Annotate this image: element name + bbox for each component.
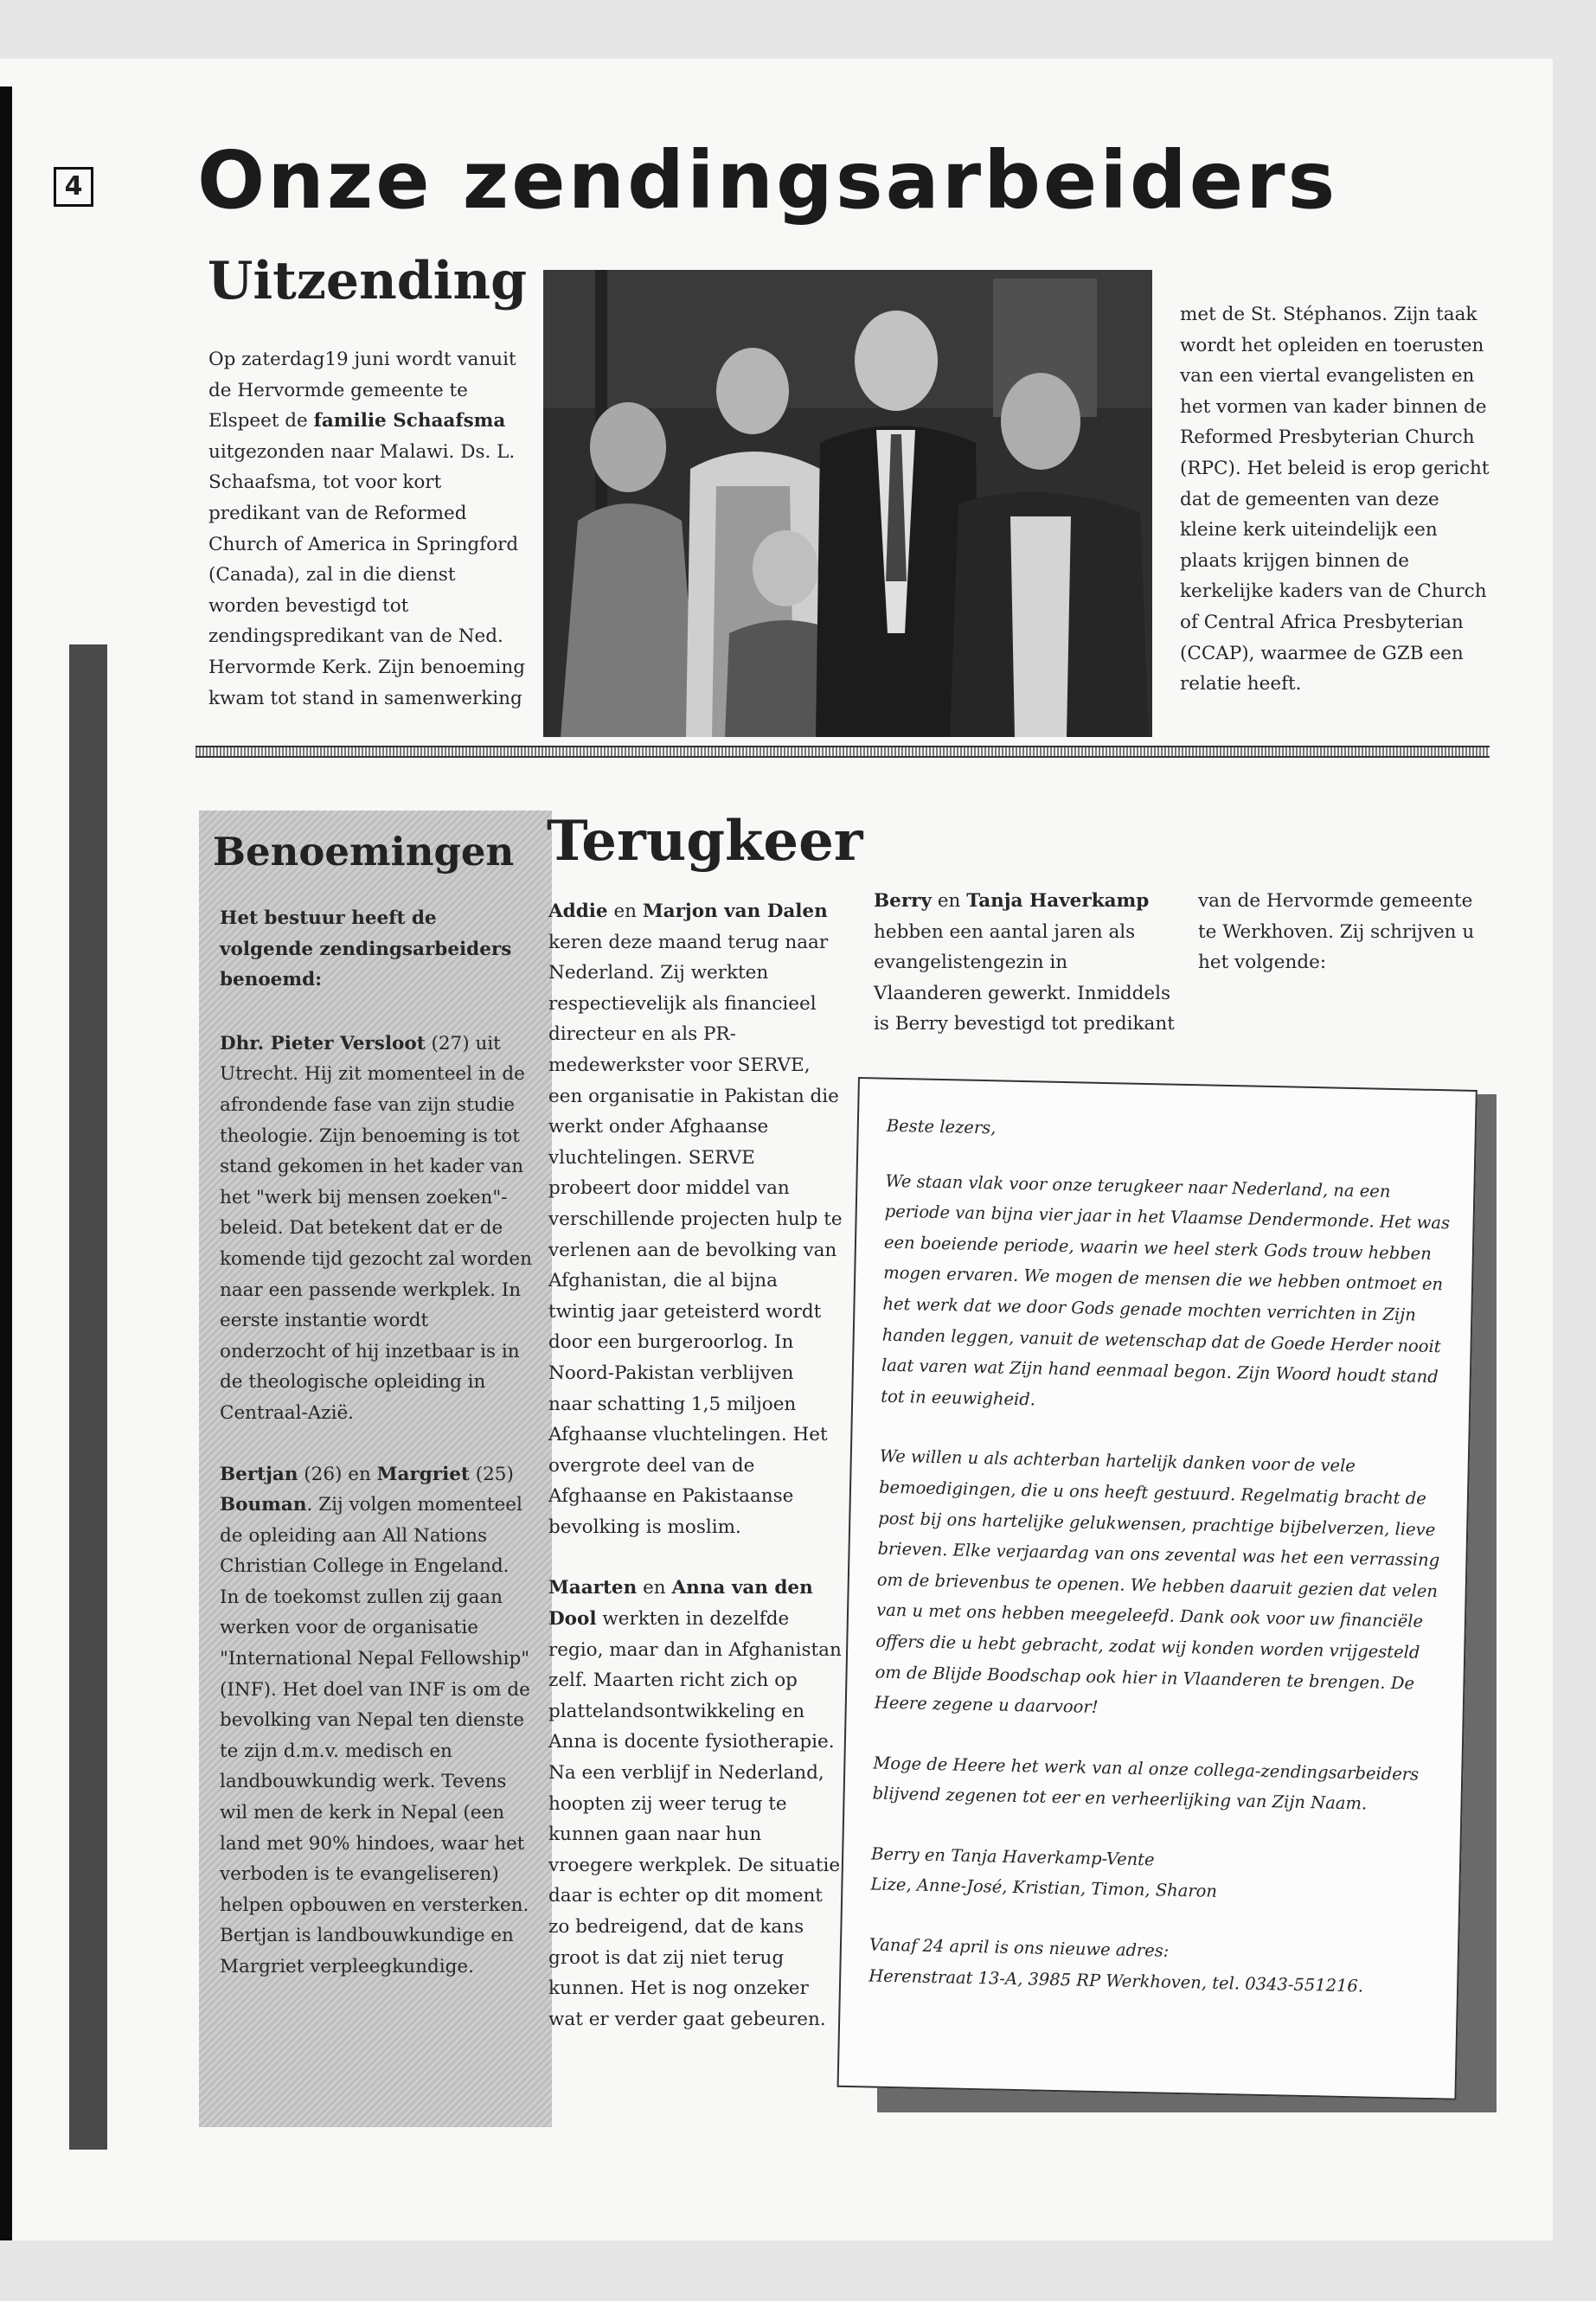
name-addie: Addie xyxy=(548,901,608,922)
name-marjon-van-dalen: Marjon van Dalen xyxy=(642,901,828,922)
terugkeer-connector-1: en xyxy=(607,901,643,922)
uitzending-family-name: familie Schaafsma xyxy=(313,410,506,433)
section-divider xyxy=(195,746,1490,758)
page-title: Onze zendingsarbeiders xyxy=(197,134,1338,227)
letter-paragraph-2: We willen u als achterban hartelijk danken voor de vele bemoedigingen, die u ons heeft gestuurd. Regelmatig bracht de post bij ons hartelijke gelukwensen, prachtige bijbelverzen, lieve brieven. Elke verjaardag van ons zevental was het een verrassing om de brievenbus te openen. We hebben daaruit gezien dat velen van u met ons hebben meegeleefd. Dank ook voor uw financiële offers die u hebt gebracht, zodat wij konden worden vrijgesteld om de Blijde Boodschap ook hier in Vlaanderen te brengen. De Heere zegene u daarvoor! xyxy=(874,1445,1440,1718)
uitzending-column-right xyxy=(1180,299,1498,730)
letter-paragraph-1: We staan vlak voor onze terugkeer naar Nederland, na een periode van bijna vier jaar in het Vlaamse Dendermonde. Het was een boeiende periode, waarin we heel sterk Gods trouw hebben mogen ervaren. We mogen de mensen die we hebben ontmoet en het werk dat we door Gods genade mochten verrichten in Zijn handen leggen, vanuit de wetenschap dat de Goede Herder nooit laat varen wat Zijn hand eenmaal begon. Zijn Woord houdt stand tot in eeuwigheid. xyxy=(881,1170,1451,1410)
uitzending-continued: met de St. Stéphanos. Zijn taak wordt het opleiden en toerusten van een viertal evangelisten en het vormen van kader binnen de Reformed Presbyterian Church (RPC). Het beleid is erop gericht dat de gemeenten van deze kleine kerk uiteindelijk een plaats krijgen binnen de kerkelijke kaders van de Church of Central Africa Presbyterian (CCAP), waarmee de GZB een relatie heeft. xyxy=(1180,304,1490,695)
benoemingen-connector: (26) en xyxy=(298,1463,377,1485)
letter-card xyxy=(837,1077,1477,2100)
page-number: 4 xyxy=(54,167,93,207)
benoemingen-intro: Het bestuur heeft de volgende zendingsarbeiders benoemd: xyxy=(220,907,512,991)
letter-signature-children: Lize, Anne-José, Kristian, Timon, Sharon xyxy=(870,1874,1218,1902)
terugkeer-werkhoven-text: van de Hervormde gemeente te Werkhoven. Zij schrijven u het volgende: xyxy=(1198,890,1475,974)
name-maarten: Maarten xyxy=(548,1577,638,1599)
letter-paragraph-3: Moge de Heere het werk van al onze collega-zendingsarbeiders blijvend zegenen tot eer en verheerlijking van Zijn Naam. xyxy=(872,1753,1420,1814)
name-margriet: Margriet xyxy=(376,1463,470,1485)
letter-greeting: Beste lezers, xyxy=(886,1115,997,1138)
name-anna-van-den-dool: Anna van den Dool xyxy=(548,1577,813,1631)
benoemingen-text xyxy=(220,903,533,2013)
terugkeer-column-2 xyxy=(874,886,1176,1070)
terugkeer-connector-2: en xyxy=(637,1577,672,1599)
name-tanja-haverkamp: Tanja Haverkamp xyxy=(966,890,1150,912)
heading-uitzending: Uitzending xyxy=(208,251,528,311)
terugkeer-van-dalen-text: keren deze maand terug naar Nederland. Zij werkten respectievelijk als financieel directeur en als PR-medewerkster voor SERVE, een organisatie in Pakistan die werkt onder Afghaanse vluchtelingen. SERVE probeert door middel van verschillende projecten hulp te verlenen aan de bevolking van Afghanistan, die al bijna twintig jaar geteisterd wordt door een burgeroorlog. In Noord-Pakistan verblijven naar schatting 1,5 miljoen Afghaanse vluchtelingen. Het overgrote deel van de Afghaanse en Pakistaanse bevolking is moslim. xyxy=(548,931,843,1538)
terugkeer-column-1 xyxy=(548,896,843,2065)
heading-terugkeer: Terugkeer xyxy=(547,809,863,874)
name-bertjan: Bertjan xyxy=(220,1463,298,1485)
uitzending-text-a: Op zaterdag19 juni wordt vanuit de Hervormde gemeente te Elspeet de xyxy=(208,349,516,433)
benoemingen-versloot-text: (27) uit Utrecht. Hij zit momenteel in de afrondende fase van zijn studie theologie. Zijn benoeming is tot stand gekomen in het kader van het "werk bij mensen zoeken"-beleid. Dat betekent dat er de komende tijd gezocht zal worden naar een passende werkplek. In eerste instantie wordt onderzocht of hij inzetbaar is in de theologische opleiding in Centraal-Azië. xyxy=(220,1032,532,1424)
letter-signature-parents: Berry en Tanja Haverkamp-Vente xyxy=(870,1843,1155,1870)
family-photo xyxy=(543,270,1152,737)
benoemingen-age: (25) xyxy=(469,1463,514,1485)
terugkeer-haverkamp-text: hebben een aantal jaren als evangelistengezin in Vlaanderen gewerkt. Inmiddels is Berry bevestigd tot predikant xyxy=(874,920,1175,1035)
name-berry: Berry xyxy=(874,890,932,912)
uitzending-column-left xyxy=(208,344,530,744)
terugkeer-van-den-dool-text: werkten in dezelfde regio, maar dan in Afghanistan zelf. Maarten richt zich op plattelandsontwikkeling en Anna is docente fysiotherapie. Na een verblijf in Nederland, hoopten zij weer terug te kunnen gaan naar hun vroegere werkplek. De situatie daar is echter op dit moment zo bedreigend, dat de kans groot is dat zij niet terug kunnen. Het is nog onzeker wat er verder gaat gebeuren. xyxy=(548,1608,842,2030)
benoemingen-bouman-text: . Zij volgen momenteel de opleiding aan All Nations Christian College in Engeland. In de toekomst zullen zij gaan werken voor de organisatie "International Nepal Fellowship" (INF). Het doel van INF is om de bevolking van Nepal ten dienste te zijn d.m.v. medisch en landbouwkundig werk. Tevens wil men de kerk in Nepal (een land met 90% hindoes, waar het verboden is te evangeliseren) helpen opbouwen en versterken. Bertjan is landbouwkundige en Margriet verpleegkundige. xyxy=(220,1494,530,1977)
heading-benoemingen: Benoemingen xyxy=(213,829,515,875)
margin-bar xyxy=(69,644,107,2150)
page-edge-bar xyxy=(0,87,12,2240)
name-bouman: Bouman xyxy=(220,1494,307,1516)
uitzending-text-c: uitgezonden naar Malawi. Ds. L. Schaafsma, tot voor kort predikant van de Reformed Church of America in Springford (Canada), zal in die dienst worden bevestigd tot zendingspredikant van de Ned. Hervormde Kerk. Zijn benoeming kwam tot stand in samenwerking xyxy=(208,440,526,709)
terugkeer-connector-3: en xyxy=(932,890,967,912)
letter-address: Herenstraat 13-A, 3985 RP Werkhoven, tel. 0343-551216. xyxy=(869,1965,1364,1997)
letter-address-label: Vanaf 24 april is ons nieuwe adres: xyxy=(869,1934,1170,1961)
name-pieter-versloot: Dhr. Pieter Versloot xyxy=(220,1032,426,1054)
terugkeer-column-3 xyxy=(1198,886,1475,1009)
